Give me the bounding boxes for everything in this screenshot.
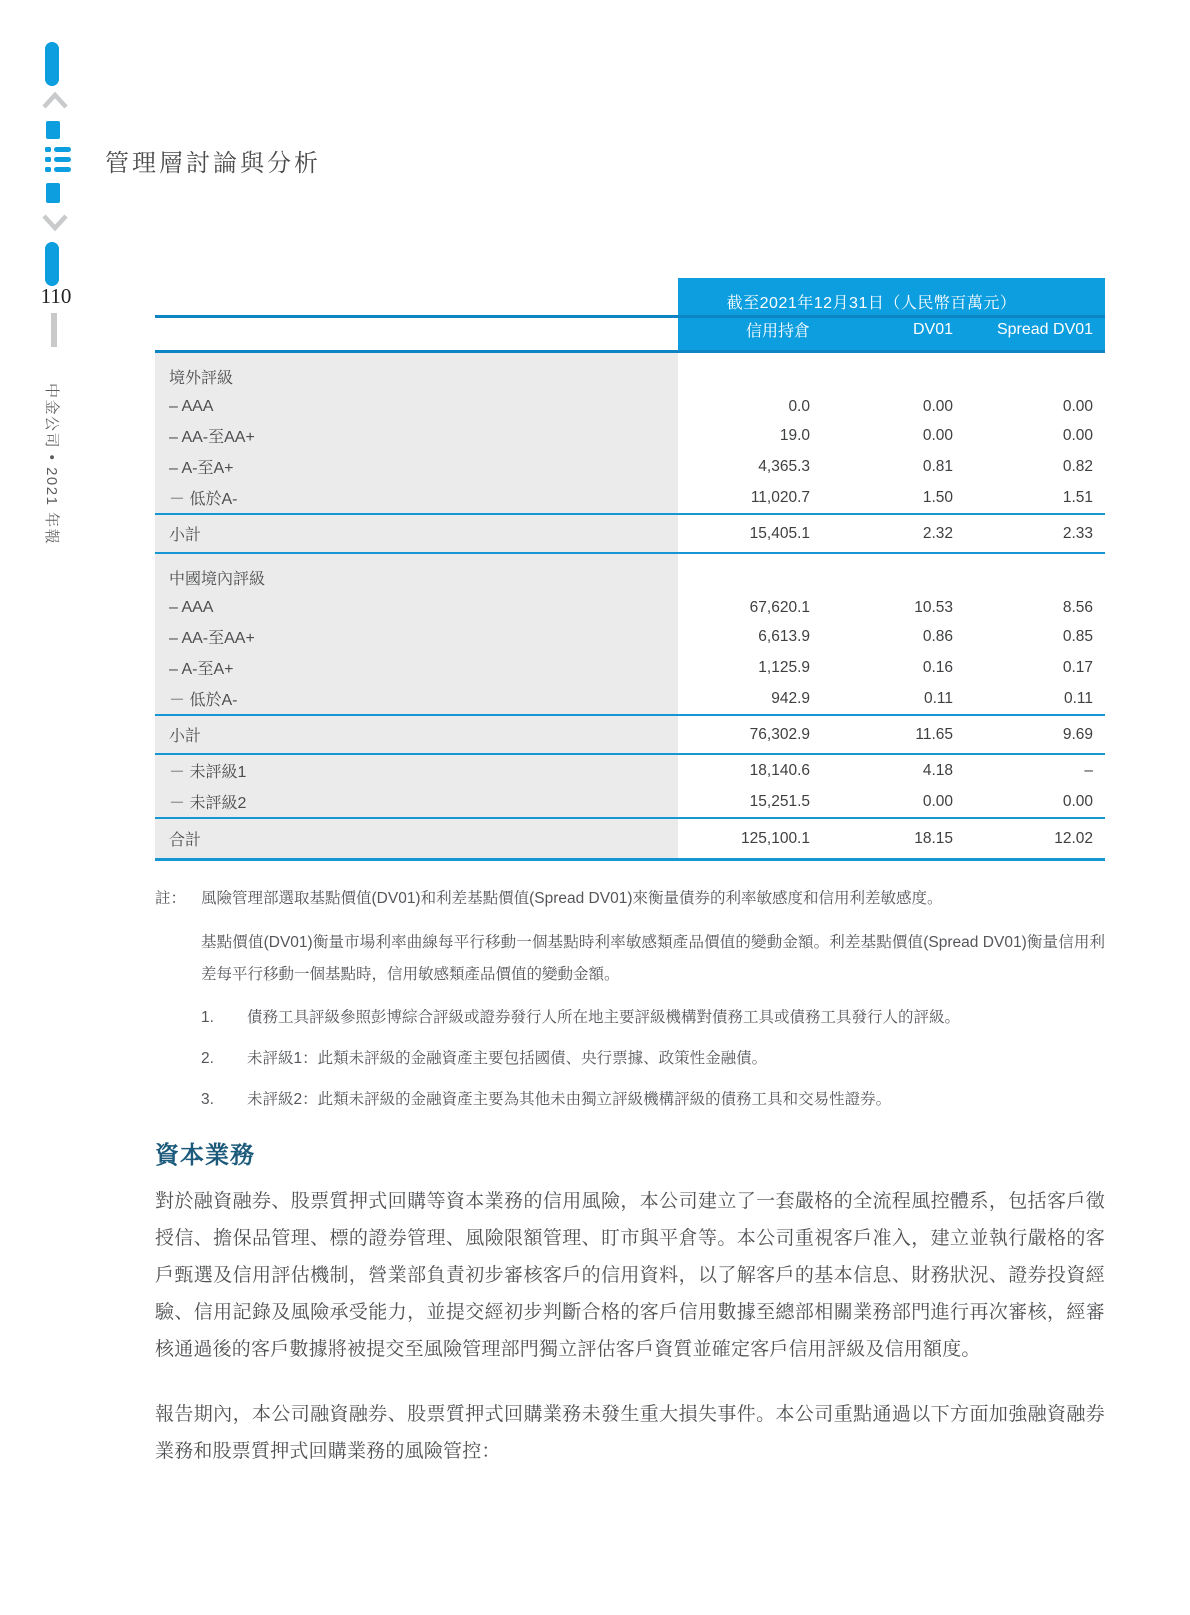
row-label: – AA-至AA+ — [155, 420, 678, 451]
row-value: 0.82 — [953, 451, 1105, 482]
body-paragraph-2: 報告期內，本公司融資融券、股票質押式回購業務未發生重大損失事件。本公司重點通過以下方面加強融資融券業務和股票質押式回購業務的風險管控： — [155, 1403, 1105, 1462]
report-edge-label: 中金公司 • 2021 年報 — [43, 383, 60, 546]
note-intro-text: 風險管理部選取基點價值(DV01)和利差基點價值(Spread DV01)來衡量債券的利率敏感度和信用利差敏感度。 — [201, 890, 943, 907]
row-label: 合計 — [155, 818, 678, 860]
table-row — [155, 420, 1105, 451]
row-value: 11,020.7 — [678, 482, 810, 514]
note-intro — [155, 887, 1105, 912]
row-label: – AAA — [155, 595, 678, 621]
row-label: － 低於A- — [155, 683, 678, 715]
row-value — [810, 553, 953, 595]
row-value: 1.50 — [810, 482, 953, 514]
note-label: 註： — [155, 890, 187, 907]
row-value: 15,251.5 — [678, 786, 810, 818]
table-header-spacer — [155, 317, 678, 352]
note-item — [201, 1088, 1105, 1113]
row-label: – AA-至AA+ — [155, 621, 678, 652]
row-value — [678, 352, 810, 395]
row-value: 0.16 — [810, 652, 953, 683]
row-value: 2.32 — [810, 514, 953, 553]
table-row — [155, 754, 1105, 786]
table-row — [155, 514, 1105, 553]
row-value: 0.85 — [953, 621, 1105, 652]
table-notes — [155, 887, 1105, 1113]
row-value — [678, 553, 810, 595]
table-row — [155, 818, 1105, 860]
table-row — [155, 786, 1105, 818]
menu-list-row — [45, 157, 71, 162]
row-value: 4,365.3 — [678, 451, 810, 482]
table-row — [155, 621, 1105, 652]
page-title: 管理層討論與分析 — [105, 151, 321, 177]
row-value: 18.15 — [810, 818, 953, 860]
row-value: 0.0 — [678, 394, 810, 420]
note-item-text: 未評級1：此類未評級的金融資產主要包括國債、央行票據、政策性金融債。 — [247, 1050, 768, 1068]
row-value: 942.9 — [678, 683, 810, 715]
row-label: 中國境內評級 — [155, 553, 678, 595]
row-value: 67,620.1 — [678, 595, 810, 621]
row-value: 0.00 — [810, 394, 953, 420]
table-header — [155, 278, 1105, 352]
bullet-square-top-icon — [46, 121, 60, 139]
row-value: – — [953, 754, 1105, 786]
bullet-square-bottom-icon — [46, 183, 60, 203]
row-value: 8.56 — [953, 595, 1105, 621]
table-row — [155, 715, 1105, 754]
column-header-spread-dv01: Spread DV01 — [953, 317, 1105, 352]
row-value: 18,140.6 — [678, 754, 810, 786]
menu-list-row — [45, 147, 71, 152]
page-number: 110 — [40, 284, 72, 308]
note-item — [201, 1006, 1105, 1031]
menu-list-icon[interactable] — [45, 147, 71, 177]
column-header-credit-position: 信用持倉 — [678, 317, 810, 352]
row-value: 12.02 — [953, 818, 1105, 860]
table-row — [155, 652, 1105, 683]
row-label: – AAA — [155, 394, 678, 420]
row-label: － 未評級1 — [155, 754, 678, 786]
row-value: 19.0 — [678, 420, 810, 451]
table-header-spacer — [155, 278, 678, 317]
note-item-number: 3. — [201, 1090, 214, 1108]
scrollbar-segment-top — [45, 42, 59, 86]
row-value: 0.00 — [810, 786, 953, 818]
row-value: 15,405.1 — [678, 514, 810, 553]
row-value: 0.00 — [810, 420, 953, 451]
table-row — [155, 482, 1105, 514]
note-item-number: 2. — [201, 1050, 214, 1068]
note-item — [201, 1047, 1105, 1072]
row-value: 0.86 — [810, 621, 953, 652]
column-header-dv01: DV01 — [810, 317, 953, 352]
row-value — [810, 352, 953, 395]
section-heading-capital-business: 資本業務 — [155, 1141, 255, 1169]
table-body — [155, 352, 1105, 860]
row-value: 1,125.9 — [678, 652, 810, 683]
row-value: 9.69 — [953, 715, 1105, 754]
table-row — [155, 595, 1105, 621]
body-paragraph-1: 對於融資融券、股票質押式回購等資本業務的信用風險，本公司建立了一套嚴格的全流程風控體系，包括客戶徵授信、擔保品管理、標的證券管理、風險限額管理、盯市與平倉等。本公司重視客戶准入，建立並執行嚴格的客戶甄選及信用評估機制，營業部負責初步審核客戶的信用資料，以了解客戶的基本信息、財務狀況、證券投資經驗、信用記錄及風險承受能力，並提交經初步判斷合格的客戶信用數據至總部相關業務部門進行再次審核，經審核通過後的客戶數據將被提交至風險管理部門獨立評估客戶資質並確定客戶信用評級及信用額度。 — [155, 1190, 1105, 1360]
menu-list-row — [45, 167, 71, 172]
note-item-text: 未評級2：此類未評級的金融資產主要為其他未由獨立評級機構評級的債務工具和交易性證券。 — [247, 1090, 892, 1108]
scrollbar-segment-bottom — [45, 242, 59, 286]
row-value: 0.17 — [953, 652, 1105, 683]
table-row — [155, 394, 1105, 420]
row-value: 2.33 — [953, 514, 1105, 553]
note-item-text: 債務工具評級參照彭博綜合評級或證券發行人所在地主要評級機構對債務工具或債務工具發行人的評級。 — [247, 1009, 961, 1027]
row-label: – A-至A+ — [155, 451, 678, 482]
row-label: – A-至A+ — [155, 652, 678, 683]
page-number-tick — [51, 313, 57, 347]
row-label: 小計 — [155, 514, 678, 553]
row-value: 0.00 — [953, 394, 1105, 420]
row-value: 11.65 — [810, 715, 953, 754]
row-label: － 未評級2 — [155, 786, 678, 818]
note-paragraph: 基點價值(DV01)衡量市場利率曲線每平行移動一個基點時利率敏感類產品價值的變動金額。利差基點價值(Spread DV01)衡量信用利差每平行移動一個基點時，信用敏感類產品價值的變動金額。 — [201, 933, 1105, 983]
note-item-number: 1. — [201, 1009, 214, 1027]
row-value: 10.53 — [810, 595, 953, 621]
row-label: － 低於A- — [155, 482, 678, 514]
row-value — [953, 352, 1105, 395]
table-row — [155, 553, 1105, 595]
row-value: 0.00 — [953, 786, 1105, 818]
row-value — [953, 553, 1105, 595]
row-label: 境外評級 — [155, 352, 678, 395]
table-row — [155, 683, 1105, 715]
main-content — [155, 278, 1105, 1470]
table-row — [155, 352, 1105, 395]
row-value: 4.18 — [810, 754, 953, 786]
row-value: 0.11 — [810, 683, 953, 715]
table-header-title: 截至2021年12月31日（人民幣百萬元） — [678, 278, 1105, 317]
row-value: 1.51 — [953, 482, 1105, 514]
row-label: 小計 — [155, 715, 678, 754]
row-value: 0.00 — [953, 420, 1105, 451]
credit-ratings-table — [155, 278, 1105, 861]
chevron-up-icon[interactable] — [41, 91, 69, 110]
row-value: 6,613.9 — [678, 621, 810, 652]
row-value: 0.11 — [953, 683, 1105, 715]
row-value: 76,302.9 — [678, 715, 810, 754]
row-value: 0.81 — [810, 451, 953, 482]
row-value: 125,100.1 — [678, 818, 810, 860]
table-row — [155, 451, 1105, 482]
chevron-down-icon[interactable] — [41, 213, 69, 232]
